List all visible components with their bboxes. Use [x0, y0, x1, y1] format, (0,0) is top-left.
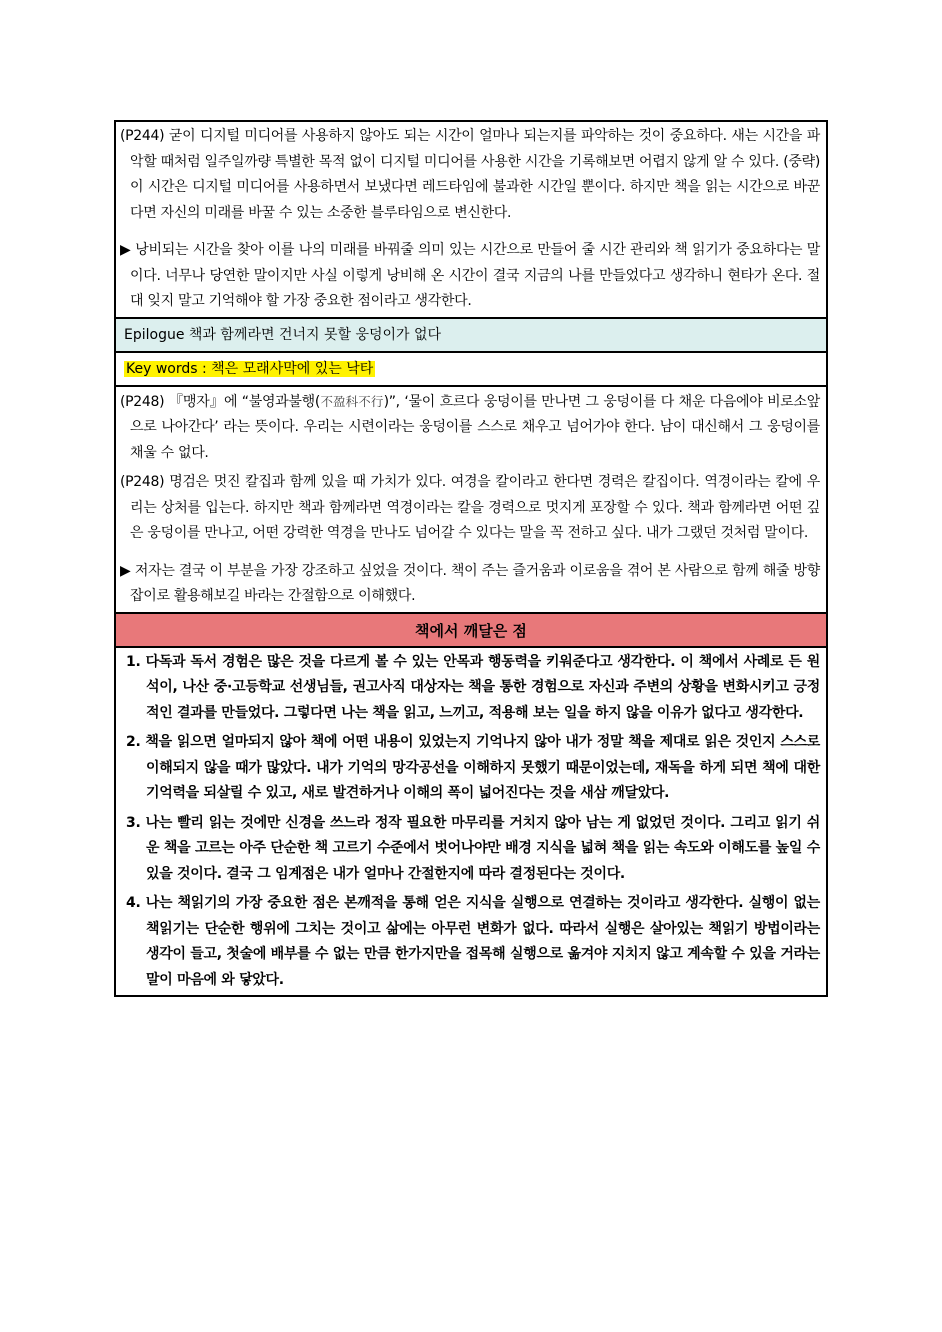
lesson-item: 2. 책을 읽으면 얼마되지 않아 책에 어떤 내용이 있었는지 기억나지 않아 내가 정말 책을 제대로 읽은 것인지 스스로 이해되지 않을 때가 많았다. 내가 기억의 망각공선을 이해하지 못했기 때문이었는데, 재독을 하게 되면 책에 대한 기억력을 되살릴 수 있고, 새로 발견하거나 이해의 폭이 넓어진다는 것을 새삼 깨달았다. [126, 734, 820, 801]
lesson-item: 4. 나는 책읽기의 가장 중요한 점은 본깨적을 통해 얻은 지식을 실행으로 연결하는 것이라고 생각한다. 실행이 없는 책읽기는 단순한 행위에 그치는 것이고 삶에는 아무런 변화가 없다. 따라서 실행은 살아있는 책읽기 방법이라는 생각이 들고, 첫술에 배부를 수 없는 만큼 한가지만을 접목해 실행으로 옮겨야 지치지 않고 계속할 수 있을 거라는 말이 마음에 와 닿았다. [126, 895, 820, 988]
lessons-list [114, 646, 828, 998]
lesson-item: 1. 다독과 독서 경험은 많은 것을 다르게 볼 수 있는 안목과 행동력을 키워준다고 생각한다. 이 책에서 사례로 든 원석이, 나산 중·고등학교 선생님들, 권고사직 대상자는 책을 통한 경험으로 자신과 주변의 상황을 변화시키고 긍정적인 결과를 만들었다. 그렇다면 나는 책을 읽고, 느끼고, 적용해 보는 일을 하지 않을 이유가 없다고 생각한다. [126, 653, 820, 721]
quote-mencius-text-b: )”, ‘물이 흐르다 웅덩이를 만나면 그 웅덩이를 다 채운 다음에야 비로소앞으로 나아간다’ 라는 뜻이다. 우리는 시련이라는 웅덩이를 스스로 채우고 넘어가야 한다. 남이 대신해서 그 웅덩이를 채울 수 없다. [130, 393, 820, 461]
quote-p248-sword: (P248) 명검은 멋진 칼집과 함께 있을 때 가치가 있다. 여경을 칼이라고 한다면 경력은 칼집이다. 역경이라는 칼에 우리는 상처를 입는다. 하지만 책과 함께라면 역경이라는 칼을 경력으로 멋지게 포장할 수 있다. 책과 함께라면 어떤 깊은 웅덩이를 만나고, 어떤 강력한 역경을 만나도 넘어갈 수 있다는 말을 꼭 전하고 싶다. 내가 그랬던 것처럼 말이다. [120, 474, 820, 541]
keywords-highlight: Key words : 책은 모래사막에 있는 낙타 [126, 360, 374, 377]
quote-mencius-hanja: 不盈科不行 [320, 393, 384, 409]
comment-p244: ▶ 낭비되는 시간을 찾아 이를 나의 미래를 바꿔줄 의미 있는 시간으로 만들어 줄 시간 관리와 책 읽기가 중요하다는 말이다. 너무나 당연한 말이지만 사실 이렇게 낭비해 온 시간이 결국 지금의 나를 만들었다고 생각하니 현타가 온다. 절대 잊지 말고 기억해야 할 가장 중요한 점이라고 생각한다. [120, 242, 820, 309]
document-table [114, 120, 828, 997]
lessons-title: 책에서 깨달은 점 [114, 612, 828, 648]
lesson-item: 3. 나는 빨리 읽는 것에만 신경을 쓰느라 정작 필요한 마무리를 거치지 않아 남는 게 없었던 것이다. 그리고 읽기 쉬운 책을 고르는 아주 단순한 책 고르기 수준에서 벗어나야만 배경 지식을 넓혀 책을 읽는 속도와 이해도를 높일 수 있을 것이다. 결국 그 임계점은 내가 얼마나 간절한지에 따라 결정된다는 것이다. [126, 814, 820, 882]
quote-p244: (P244) 굳이 디지털 미디어를 사용하지 않아도 되는 시간이 얼마나 되는지를 파악하는 것이 중요하다. 새는 시간을 파악할 때처럼 일주일까량 특별한 목적 없이 디지털 미디어를 사용한 시간을 기록해보면 어렵지 않게 알 수 있다. (중략) 이 시간은 디지털 미디어를 사용하면서 보냈다면 레드타임에 불과한 시간일 뿐이다. 하지만 책을 읽는 시간으로 바꾼다면 자신의 미래를 바꿀 수 있는 소중한 블루타임으로 변신한다. [120, 128, 820, 221]
quote-mencius-text-a: (P248) 『맹자』에 “불영과불행( [120, 393, 321, 410]
quote-p248-mencius [116, 387, 826, 469]
section-epilogue [114, 385, 828, 614]
comment-epilogue: ▶ 저자는 결국 이 부분을 가장 강조하고 싶었을 것이다. 책이 주는 즐거움과 이로움을 겪어 본 사람으로 함께 해줄 방향잡이로 활용해보길 바라는 간절함으로 이해했다. [120, 562, 820, 604]
section-p244 [114, 120, 828, 319]
keywords-row [114, 351, 828, 387]
epilogue-title: Epilogue 책과 함께라면 건너지 못할 웅덩이가 없다 [114, 317, 828, 353]
